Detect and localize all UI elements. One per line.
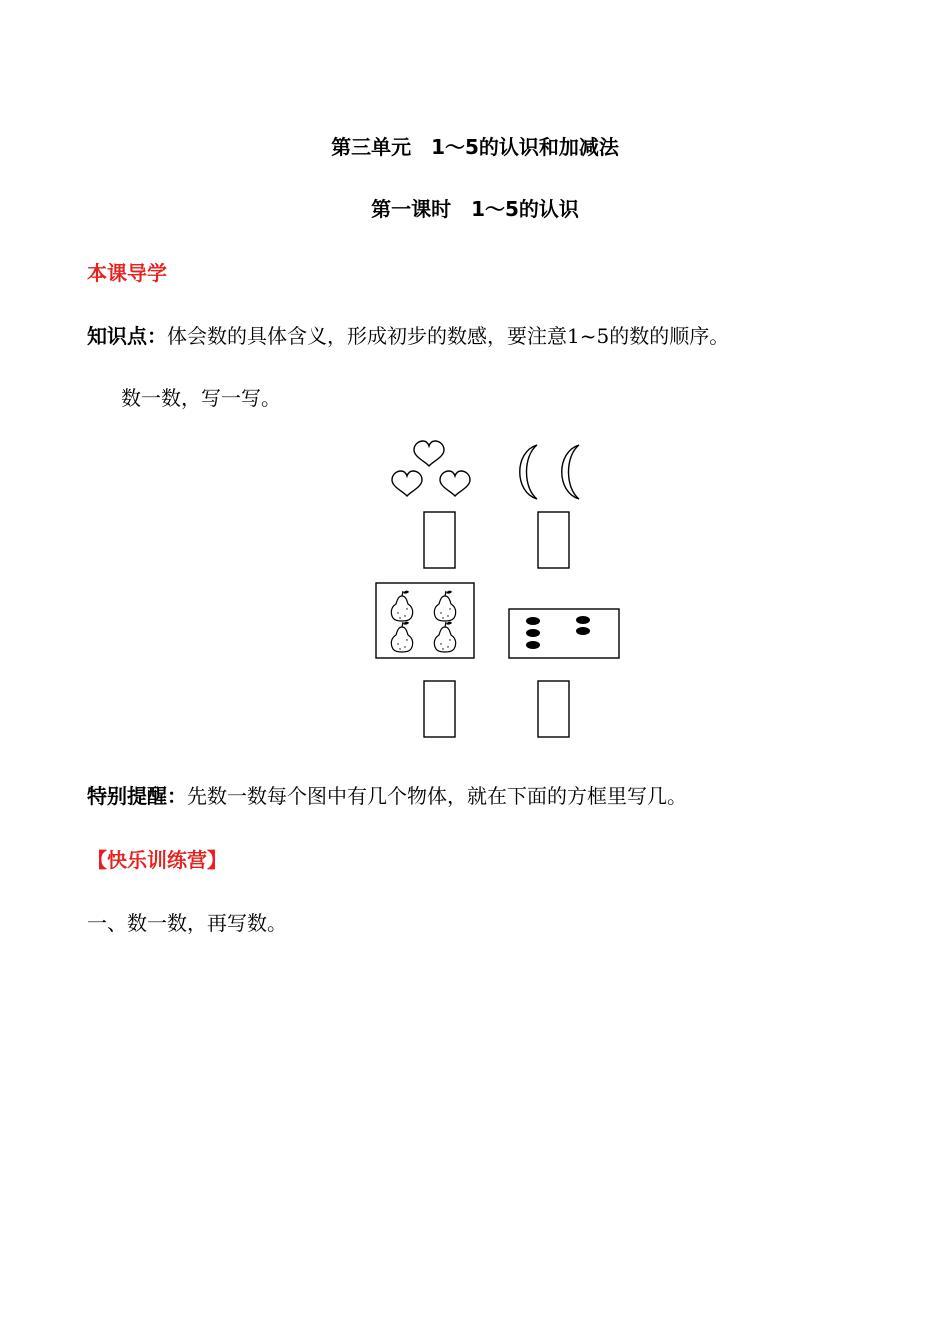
reminder-text: 先数一数每个图中有几个物体，就在下面的方框里写几。 (187, 784, 687, 808)
heart-icon (440, 471, 470, 496)
lesson-title: 第一课时 1～5的认识 (371, 197, 579, 221)
reminder-label: 特别提醒： (87, 784, 187, 808)
hearts-group (392, 441, 470, 496)
special-reminder (87, 780, 687, 809)
dot-icon (526, 641, 540, 649)
moon-icon (562, 445, 579, 499)
exercise-one: 一、数一数，再写数。 (87, 911, 287, 935)
moon-icon (520, 445, 537, 499)
knowledge-label: 知识点： (87, 324, 167, 348)
pears-group (376, 583, 474, 658)
answer-box-dots[interactable] (538, 681, 569, 737)
count-write-instruction: 数一数，写一写。 (121, 386, 281, 410)
dots-frame (509, 609, 619, 658)
dots-group (509, 609, 619, 658)
answer-box-pears[interactable] (424, 681, 455, 737)
training-camp-heading: 【快乐训练营】 (87, 848, 227, 872)
counting-figure (370, 430, 630, 750)
heart-icon (392, 471, 422, 496)
knowledge-text: 体会数的具体含义，形成初步的数感，要注意1~5的数的顺序。 (167, 324, 730, 348)
guide-heading: 本课导学 (87, 261, 167, 285)
dot-icon (576, 627, 590, 635)
answer-box-moons[interactable] (538, 512, 569, 568)
heart-icon (414, 441, 444, 466)
moons-group (520, 445, 579, 499)
pears-frame (376, 583, 474, 658)
knowledge-point (87, 320, 729, 349)
answer-box-hearts[interactable] (424, 512, 455, 568)
dot-icon (576, 616, 590, 624)
dot-icon (526, 617, 540, 625)
page-title: 第三单元 1～5的认识和加减法 (331, 135, 619, 159)
dot-icon (526, 629, 540, 637)
